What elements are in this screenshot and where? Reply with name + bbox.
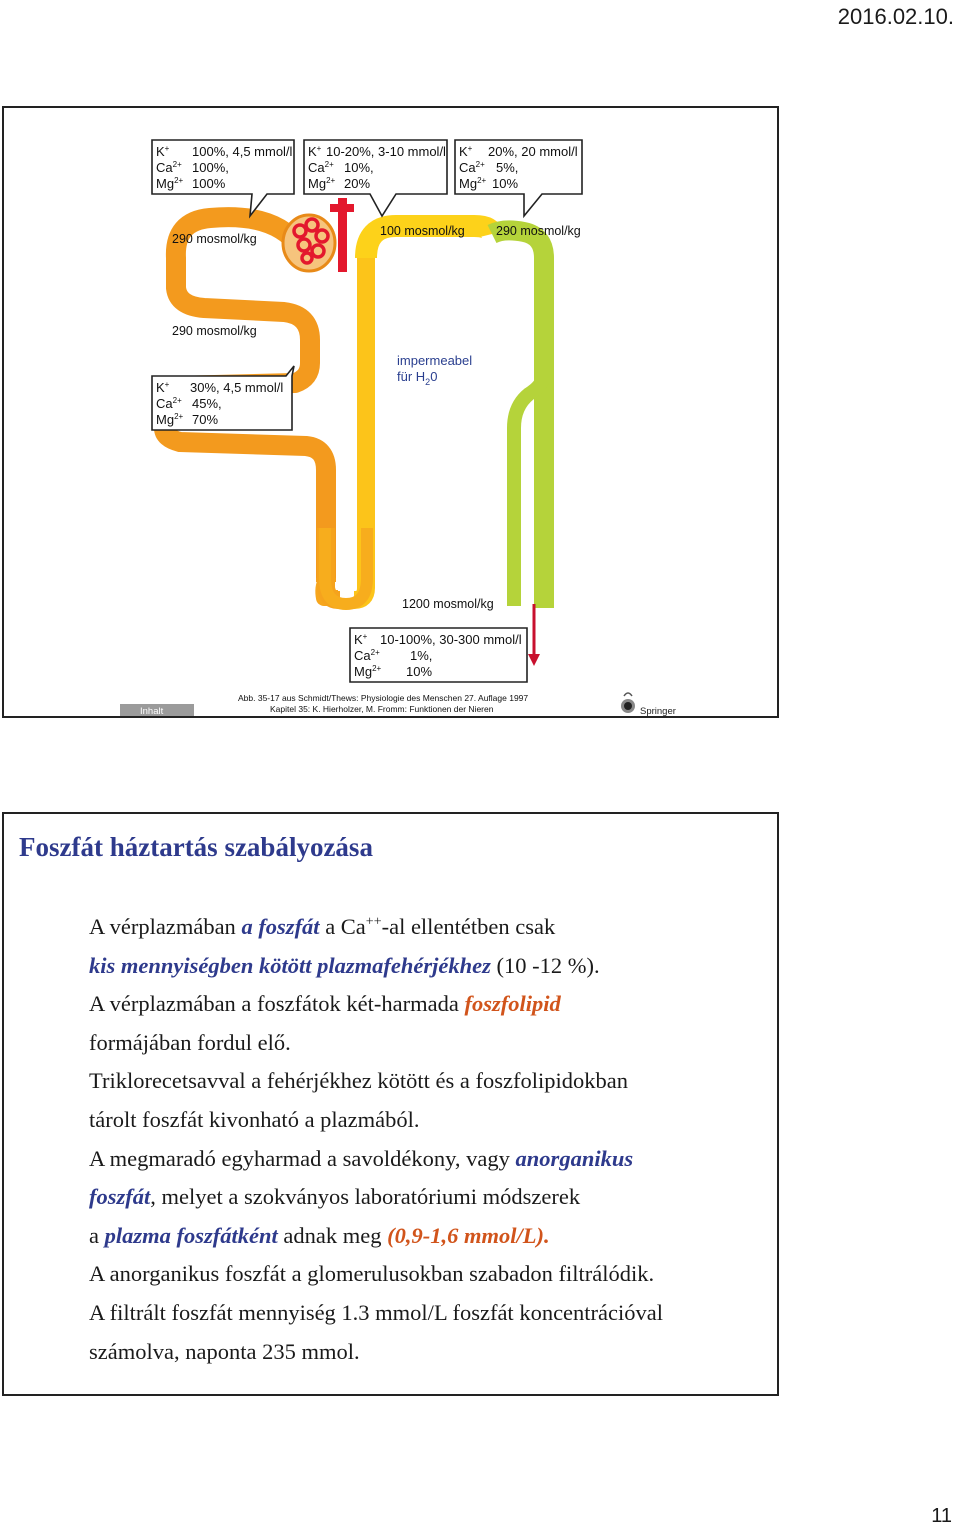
callout-proximal <box>152 366 294 430</box>
callout5-mg-value: 10% <box>406 664 433 679</box>
svg-text:K+: K+ <box>459 144 473 159</box>
svg-text:Mg2+: $Mg^{2+}$ <box>156 176 184 191</box>
highlight-foszfolipid: foszfolipid <box>464 991 561 1017</box>
impermeable-h2o-label: für $H_20$ <box>397 369 438 387</box>
svg-text:Ca2+: $Ca^{2+}$ <box>308 160 334 175</box>
springer-logo-icon <box>621 693 635 713</box>
callout3-ca-value: 5%, <box>496 160 519 175</box>
blood-vessel-cap <box>330 204 354 212</box>
callout4-mg-value: 70% <box>192 412 219 427</box>
svg-text:Ca2+: $Ca^{2+}$ <box>354 648 380 663</box>
source-citation-2: Kapitel 35: K. Hierholzer, M. Fromm: Funktionen der Nieren <box>270 704 494 714</box>
callout5-k-value: 10-100%, 30-300 mmol/l <box>380 632 522 647</box>
callout-collecting <box>455 140 582 216</box>
osmolality-label-collecting: 290 mosmol/kg <box>496 224 581 238</box>
slide-nephron-diagram <box>2 106 779 718</box>
highlight-range: (0,9-1,6 mmol/L). <box>387 1222 550 1248</box>
callout3-k-value: 20%, 20 mmol/l <box>488 144 578 159</box>
publisher-label: Springer <box>640 706 676 716</box>
source-citation-1: Abb. 35-17 aus Schmidt/Thews: Physiologie des Menschen 27. Auflage 1997 <box>238 693 529 703</box>
callout3-mg-value: 10% <box>492 176 519 191</box>
callout2-ca-value: 10%, <box>344 160 374 175</box>
paragraph-3: Triklorecetsavval a fehérjékhez kötött és a foszfolipidokban tárolt foszfát kivonható a plazmából. <box>89 1068 628 1132</box>
paragraph-5: A anorganikus foszfát a glomerulusokban szabadon filtrálódik. <box>89 1261 655 1287</box>
osmolality-label-distal: 100 mosmol/kg <box>380 224 465 238</box>
slide-title: Foszfát háztartás szabályozása <box>19 832 373 862</box>
osmolality-label-medulla: 1200 mosmol/kg <box>402 597 494 611</box>
paragraph-6: A filtrált foszfát mennyiség 1.3 mmol/L foszfát koncentrációval számolva, naponta 235 mmol. <box>89 1299 663 1364</box>
callout1-mg-value: 100% <box>192 176 226 191</box>
highlight-plazma-foszfat: plazma foszfátként <box>104 1222 278 1248</box>
highlight-foszfat: a foszfát <box>241 914 320 939</box>
callout4-ca-value: 45%, <box>192 396 222 411</box>
urine-arrow-icon <box>528 654 540 666</box>
svg-text:K+: K+ <box>156 144 170 159</box>
nephron-diagram <box>4 108 777 716</box>
impermeable-label: impermeabel <box>397 353 473 368</box>
highlight-plasma-protein: kis mennyiségben kötött plazmafehérjékhez <box>89 952 491 978</box>
callout-urine <box>350 628 527 682</box>
osmolality-label-bowman: 290 mosmol/kg <box>172 232 257 246</box>
callout1-k-value: 100%, 4,5 mmol/l <box>192 144 293 159</box>
header-date: 2016.02.10. <box>837 4 954 29</box>
svg-text:Mg2+: $Mg^{2+}$ <box>308 176 336 191</box>
svg-text:Ca2+: $Ca^{2+}$ <box>156 396 182 411</box>
page-number: 11 <box>931 1505 952 1527</box>
callout4-k-value: 30%, 4,5 mmol/l <box>190 380 284 395</box>
svg-text:K+: K+ <box>354 632 368 647</box>
svg-text:K+: K+ <box>156 380 170 395</box>
highlight-anorganikus: anorganikus <box>515 1145 634 1171</box>
callout-distal <box>304 140 447 216</box>
callout2-k-value: 10-20%, 3-10 mmol/l <box>326 144 446 159</box>
svg-text:Ca2+: $Ca^{2+}$ <box>459 160 485 175</box>
callout1-ca-value: 100%, <box>192 160 229 175</box>
svg-text:Mg2+: $Mg^{2+}$ <box>354 664 382 679</box>
callout2-mg-value: 20% <box>344 176 371 191</box>
inhalt-label: Inhalt <box>140 706 164 716</box>
svg-text:Ca2+: $Ca^{2+}$ <box>156 160 182 175</box>
callout-glomerular-filtrate <box>152 140 294 216</box>
paragraph-1: A vérplazmában a foszfát a Ca++-al ellentétben csak kis mennyiségben kötött plazmafehérjékhez (10 -12 %). <box>89 914 600 978</box>
osmolality-label-proximal: 290 mosmol/kg <box>172 324 257 338</box>
slide-body <box>89 908 769 1371</box>
svg-text:K+: K+ <box>308 144 322 159</box>
paragraph-2: A vérplazmában a foszfátok két-harmada foszfolipid formájában fordul elő. <box>89 991 561 1055</box>
svg-text:Mg2+: $Mg^{2+}$ <box>459 176 487 191</box>
callout5-ca-value: 1%, <box>410 648 433 663</box>
paragraph-4: A megmaradó egyharmad a savoldékony, vagy anorganikus foszfát, melyet a szokványos laboratóriumi módszerek a plazma foszfátként adnak meg (0,9-1,6 mmol/L). <box>89 1145 634 1248</box>
slide-phosphate-text <box>2 812 779 1396</box>
callout1-ion-k: K <box>156 144 165 159</box>
highlight-foszfat-2: foszfát <box>89 1184 151 1210</box>
svg-text:Mg2+: $Mg^{2+}$ <box>156 412 184 427</box>
